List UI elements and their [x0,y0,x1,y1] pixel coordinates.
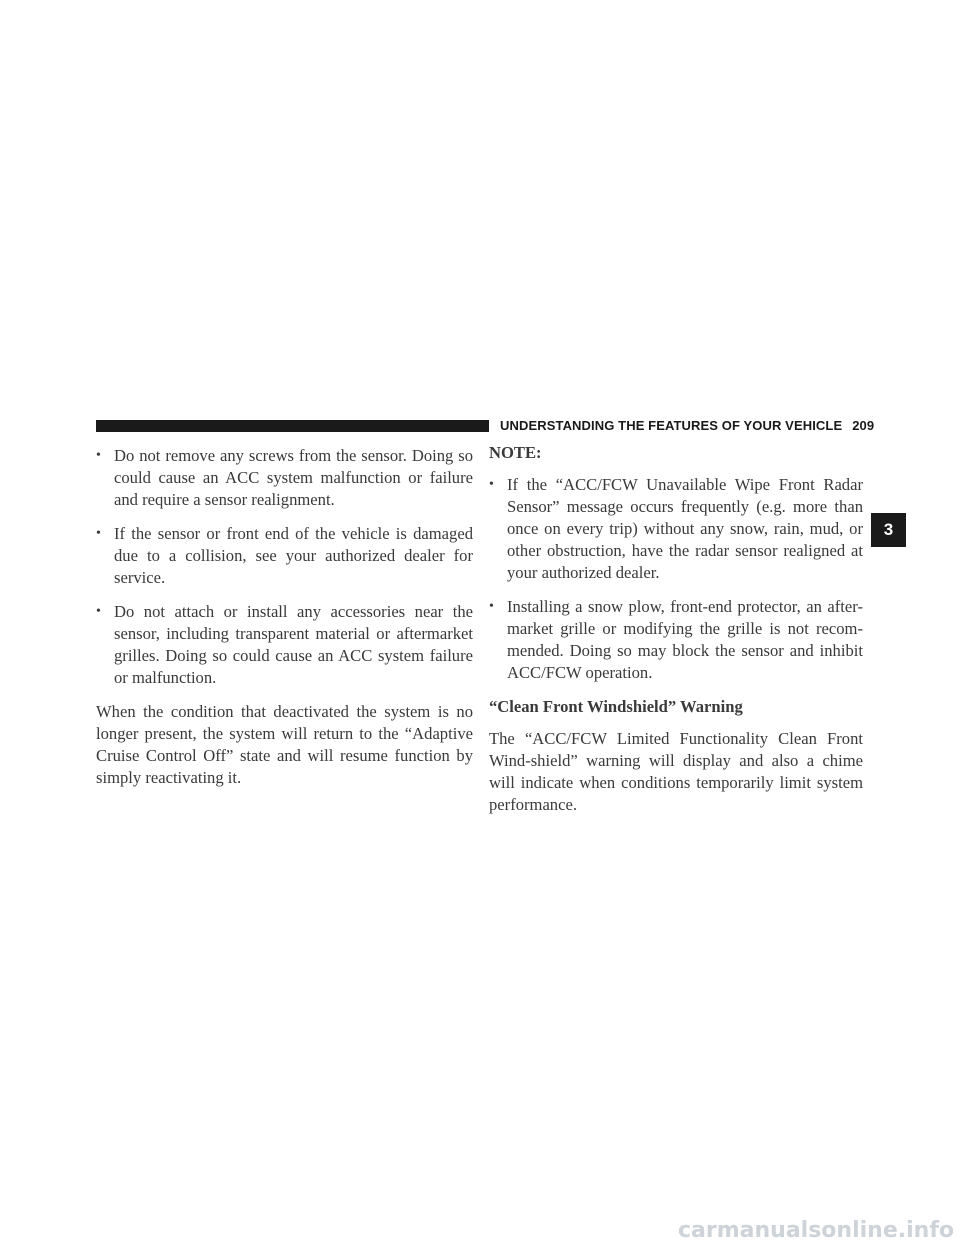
list-item [96,445,473,511]
bullet-icon: • [96,448,101,463]
bullet-text: Do not attach or install any accessories near the sensor, including transparent material or aftermarket grilles. Doing so could cause an ACC system failure or malfunction. [114,602,473,687]
header-rule [96,420,489,432]
list-item [96,523,473,589]
chapter-tab [871,513,906,547]
left-column [96,445,473,801]
bullet-text: Installing a snow plow, front-end protector, an after-market grille or modifying the grille is not recom-mended. Doing so may block the sensor and inhibit ACC/FCW operation. [507,597,863,682]
note-heading: NOTE: [489,443,542,462]
chapter-number: 3 [883,520,894,539]
bullet-text: If the “ACC/FCW Unavailable Wipe Front Radar Sensor” message occurs frequently (e.g. more than once on every trip) without any snow, rain, mud, or other obstruction, have the radar sensor realigned at your authorized dealer. [507,475,863,582]
body-paragraph: The “ACC/FCW Limited Functionality Clean Front Wind-shield” warning will display and also a chime will indicate when conditions temporarily limit system performance. [489,729,863,814]
header-title: UNDERSTANDING THE FEATURES OF YOUR VEHICLE [500,418,843,433]
list-item [489,596,863,684]
page-number: 209 [852,418,875,433]
bullet-icon: • [489,477,494,492]
bullet-text: Do not remove any screws from the sensor. Doing so could cause an ACC system malfunction or failure and require a sensor realignment. [114,446,473,509]
list-item [489,474,863,584]
body-paragraph: When the condition that deactivated the system is no longer present, the system will return to the “Adaptive Cruise Control Off” state and will resume function by simply reactivating it. [96,702,473,787]
bullet-icon: • [96,604,101,619]
bullet-text: If the sensor or front end of the vehicle is damaged due to a collision, see your authorized dealer for service. [114,524,473,587]
list-item [96,601,473,689]
right-column [489,442,863,828]
section-subheading: “Clean Front Windshield” Warning [489,697,743,716]
bullet-icon: • [96,526,101,541]
bullet-icon: • [489,599,494,614]
running-header [500,418,874,433]
watermark: carmanualsonline.info [678,1218,954,1243]
